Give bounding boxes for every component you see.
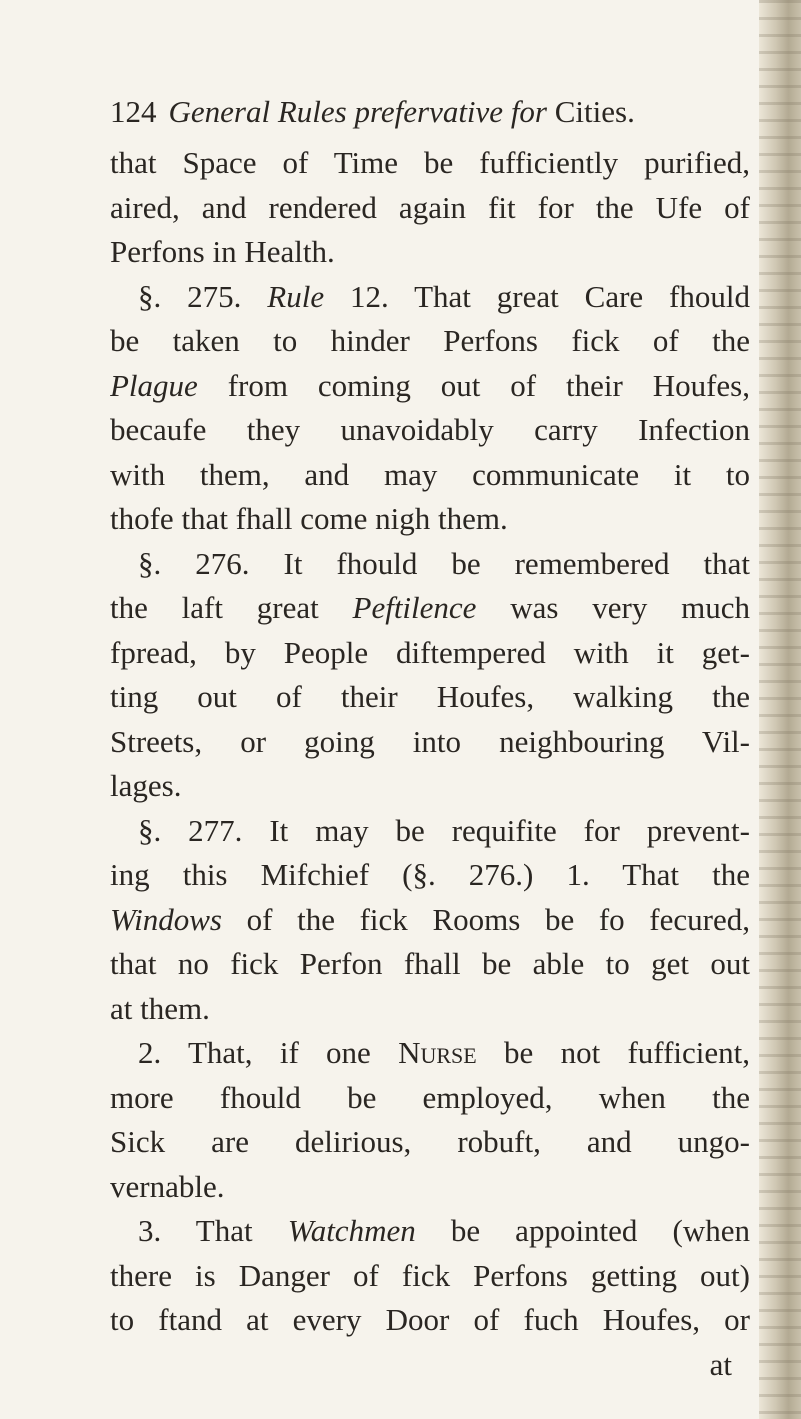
text-line: more fhould be employed, when the — [110, 1079, 750, 1115]
paragraph-277-line: §. 277. It may be requifite for prevent- — [138, 812, 750, 848]
text-line: thofe that fhall come nigh them. — [110, 501, 508, 536]
text-line: be taken to hinder Perfons fick of the — [110, 323, 750, 358]
text-line: ting out of their Houfes, walking the — [110, 679, 750, 714]
body-text — [110, 141, 750, 1387]
text-line: Sick are delirious, robuft, and ungo- — [110, 1124, 750, 1159]
running-head — [110, 92, 730, 132]
text-line: the laft great Peftilence was very much — [110, 590, 750, 625]
running-title: General Rules prefervative for — [168, 94, 547, 129]
page-edge-shadow — [759, 0, 801, 1419]
text-line: Streets, or going into neighbouring Vil- — [110, 723, 750, 759]
text-line: that Space of Time be fufficiently purified, — [110, 145, 750, 180]
text-line: there is Danger of fick Perfons getting out) — [110, 1257, 750, 1293]
text-line: with them, and may communicate it to — [110, 456, 750, 492]
text-line: aired, and rendered again fit for the Ufe of — [110, 189, 750, 225]
text-line: lages. — [110, 768, 182, 803]
text-line: that no fick Perfon fhall be able to get out — [110, 946, 750, 981]
paragraph-276-line: §. 276. It fhould be remembered that — [138, 545, 750, 581]
text-line: Plague from coming out of their Houfes, — [110, 367, 750, 403]
text-line: Perfons in Health. — [110, 234, 335, 269]
text-line: at them. — [110, 990, 210, 1026]
text-line: to ftand at every Door of fuch Houfes, or — [110, 1302, 750, 1337]
item-2-line: 2. That, if one Nurse be not fufficient, — [138, 1035, 750, 1070]
text-line: becaufe they unavoidably carry Infection — [110, 412, 750, 447]
running-title-end: Cities. — [554, 94, 635, 129]
text-line: fpread, by People diftempered with it get- — [110, 634, 750, 670]
paragraph-275-line: §. 275. Rule 12. That great Care fhould — [138, 278, 750, 314]
item-3-line: 3. That Watchmen be appointed (when — [138, 1213, 750, 1248]
text-line: vernable. — [110, 1168, 225, 1204]
catchword: at — [709, 1346, 732, 1382]
page-number: 124 — [110, 94, 157, 129]
text-line: ing this Mifchief (§. 276.) 1. That the — [110, 857, 750, 892]
text-line: Windows of the fick Rooms be fo fecured, — [110, 901, 750, 937]
